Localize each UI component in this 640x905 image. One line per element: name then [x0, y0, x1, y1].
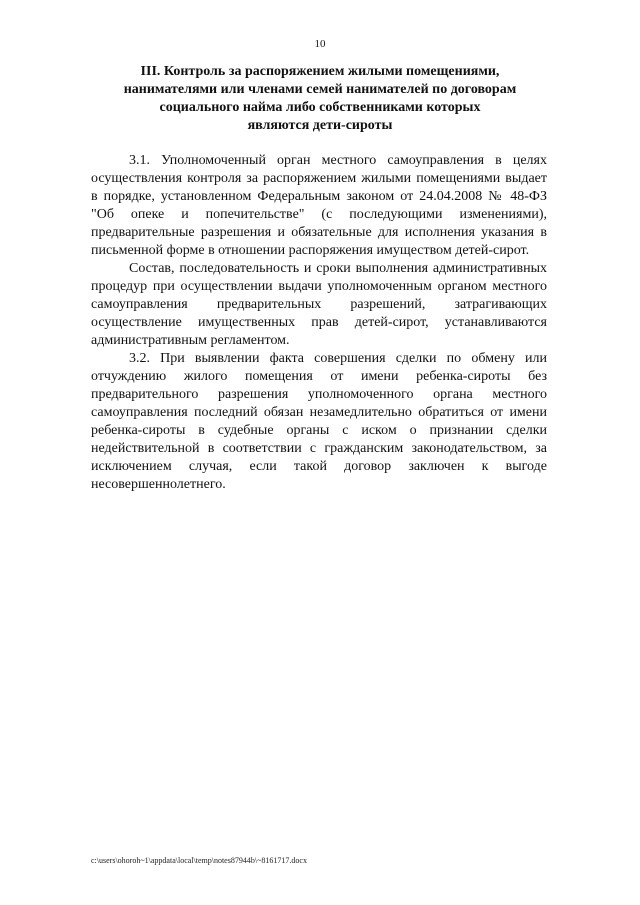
paragraph-3-2: 3.2. При выявлении факта совершения сделки по обмену или отчуждению жилого помещения от имени ребенка-сироты без предварительного разрешения уполномоченного органа местного самоуправления последний обязан незамедлительно обратиться от имени ребенка-сироты в судебные органы с иском о признании сделки недействительной в соответствии с гражданским законодательством, за исключением случая, если такой договор заключен к выгоде несовершеннолетнего.	[91, 351, 547, 492]
file-path-footer: c:\users\ohoroh~1\appdata\local\temp\notes87944b\~8161717.docx	[91, 856, 307, 865]
section-heading-line: социального найма либо собственниками которых	[159, 100, 481, 115]
paragraph-3-1: 3.1. Уполномоченный орган местного самоуправления в целях осуществления контроля за распоряжением жилыми помещениями выдает в порядке, установленном Федеральным законом от 24.04.2008 № 48-ФЗ "Об опеке и попечительстве" (с последующими изменениями), предварительные разрешения и обязательные для исполнения указания в письменной форме в отношении распоряжения имуществом детей-сирот.	[91, 153, 547, 258]
section-heading-line: III. Контроль за распоряжением жилыми помещениями,	[140, 64, 500, 79]
document-body	[91, 152, 547, 494]
section-heading-line: являются дети-сироты	[247, 118, 393, 133]
section-heading	[110, 63, 530, 135]
page-number: 10	[314, 38, 326, 50]
section-heading-line: нанимателями или членами семей нанимателей по договорам	[123, 82, 517, 97]
paragraph-composition: Состав, последовательность и сроки выполнения административных процедур при осуществлении выдачи уполномоченным органом местного самоуправления предварительных разрешений, затрагивающих осуществление имущественных прав детей-сирот, устанавливаются административным регламентом.	[91, 261, 547, 348]
